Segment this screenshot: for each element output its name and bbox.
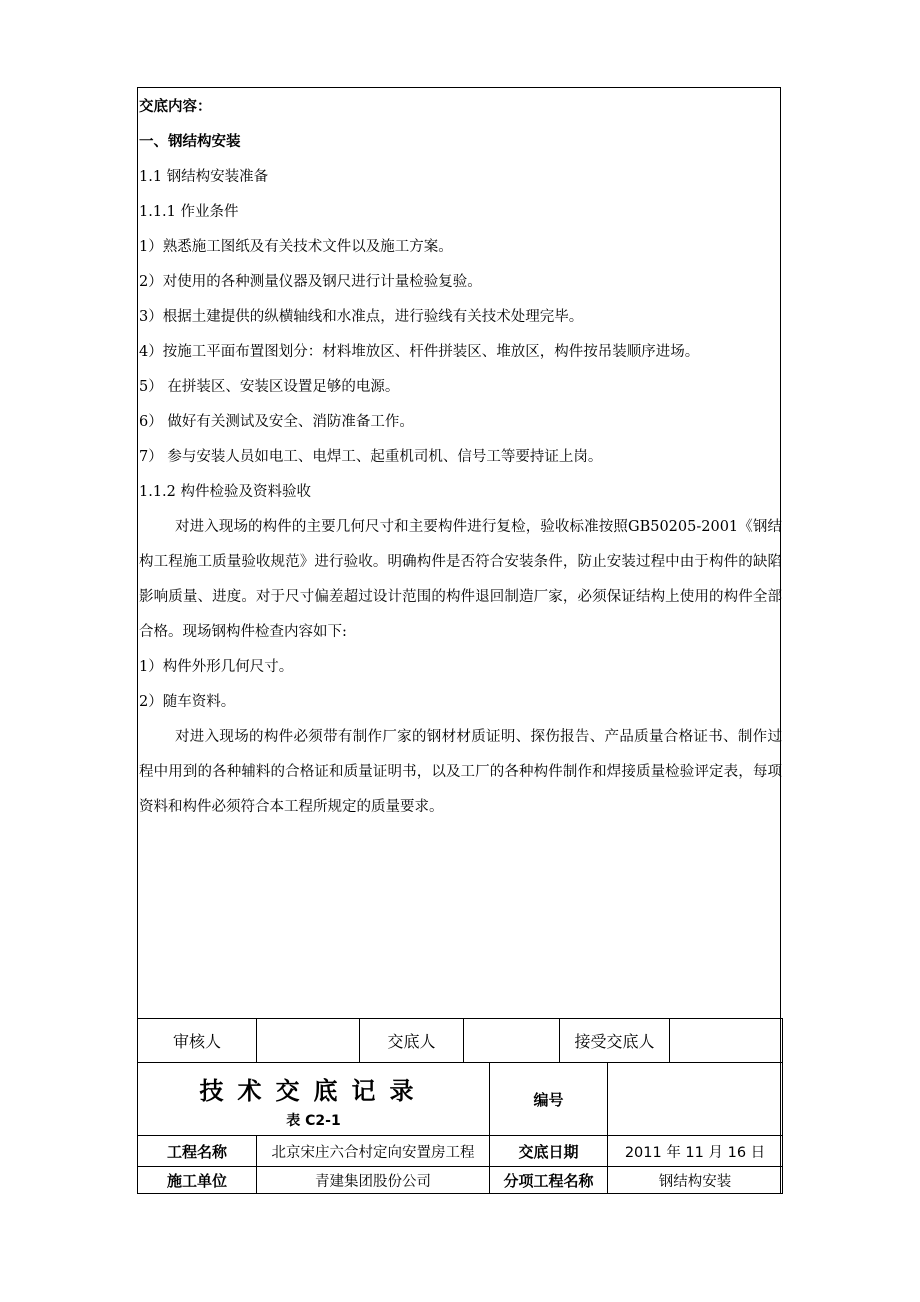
- reviewer-field[interactable]: [257, 1019, 360, 1063]
- presenter-label: 交底人: [360, 1019, 464, 1063]
- content-line: 1）熟悉施工图纸及有关技术文件以及施工方案。: [139, 239, 453, 255]
- receiver-label: 接受交底人: [560, 1019, 670, 1063]
- date-value: 2011 年 11 月 16 日: [608, 1136, 783, 1167]
- presenter-field[interactable]: [464, 1019, 560, 1063]
- paragraph-inspection: 对进入现场的构件的主要几何尺寸和主要构件进行复检，验收标准按照GB50205-2001《钢结构工程施工质量验收规范》进行验收。明确构件是否符合安装条件，防止安装过程中由于构件的缺陷影响质量、进度。对于尺寸偏差超过设计范围的构件退回制造厂家，必须保证结构上使用的构件全部合格。现场钢构件检查内容如下:: [139, 519, 782, 640]
- content-line: 1.1.1 作业条件: [139, 204, 239, 220]
- content-heading: 交底内容：: [139, 99, 212, 115]
- content-line: 7） 参与安装人员如电工、电焊工、起重机司机、信号工等要持证上岗。: [139, 449, 603, 465]
- sub-project-value: 钢结构安装: [608, 1167, 783, 1194]
- content-line: 1.1.2 构件检验及资料验收: [139, 484, 312, 500]
- content-line: 1）构件外形几何尺寸。: [139, 659, 294, 675]
- contractor-value: 青建集团股份公司: [257, 1167, 490, 1194]
- record-table: [137, 1062, 783, 1194]
- record-title: 技术交底记录: [199, 1076, 428, 1105]
- signature-table: [137, 1018, 783, 1063]
- content-line: 2）对使用的各种测量仪器及钢尺进行计量检验复验。: [139, 274, 482, 290]
- sub-project-label: 分项工程名称: [490, 1167, 608, 1194]
- content-line: 1.1 钢结构安装准备: [139, 169, 269, 185]
- paragraph-documents: 对进入现场的构件必须带有制作厂家的钢材材质证明、探伤报告、产品质量合格证书、制作过程中用到的各种辅料的合格证和质量证明书，以及工厂的各种构件制作和焊接质量检验评定表，每项资料和构件必须符合本工程所规定的质量要求。: [139, 729, 782, 815]
- section-title: 一、钢结构安装: [139, 134, 241, 150]
- contractor-label: 施工单位: [138, 1167, 257, 1194]
- project-name-label: 工程名称: [138, 1136, 257, 1167]
- document-frame: [137, 87, 781, 1194]
- content-line: 3）根据土建提供的纵横轴线和水准点，进行验线有关技术处理完毕。: [139, 309, 584, 325]
- reviewer-label: 审核人: [138, 1019, 257, 1063]
- number-label: 编号: [490, 1063, 608, 1136]
- project-name-value: 北京宋庄六合村定向安置房工程: [257, 1136, 490, 1167]
- content-line: 5） 在拼装区、安装区设置足够的电源。: [139, 379, 400, 395]
- content-line: 6） 做好有关测试及安全、消防准备工作。: [139, 414, 414, 430]
- record-title-cell: [138, 1063, 490, 1136]
- number-field[interactable]: [608, 1063, 783, 1136]
- date-label: 交底日期: [490, 1136, 608, 1167]
- content-line: 4）按施工平面布置图划分：材料堆放区、杆件拼装区、堆放区，构件按吊装顺序进场。: [139, 344, 700, 360]
- form-number: 表 C2-1: [286, 1112, 341, 1129]
- content-line: 2）随车资料。: [139, 694, 236, 710]
- receiver-field[interactable]: [670, 1019, 783, 1063]
- disclosure-content: [138, 88, 782, 1018]
